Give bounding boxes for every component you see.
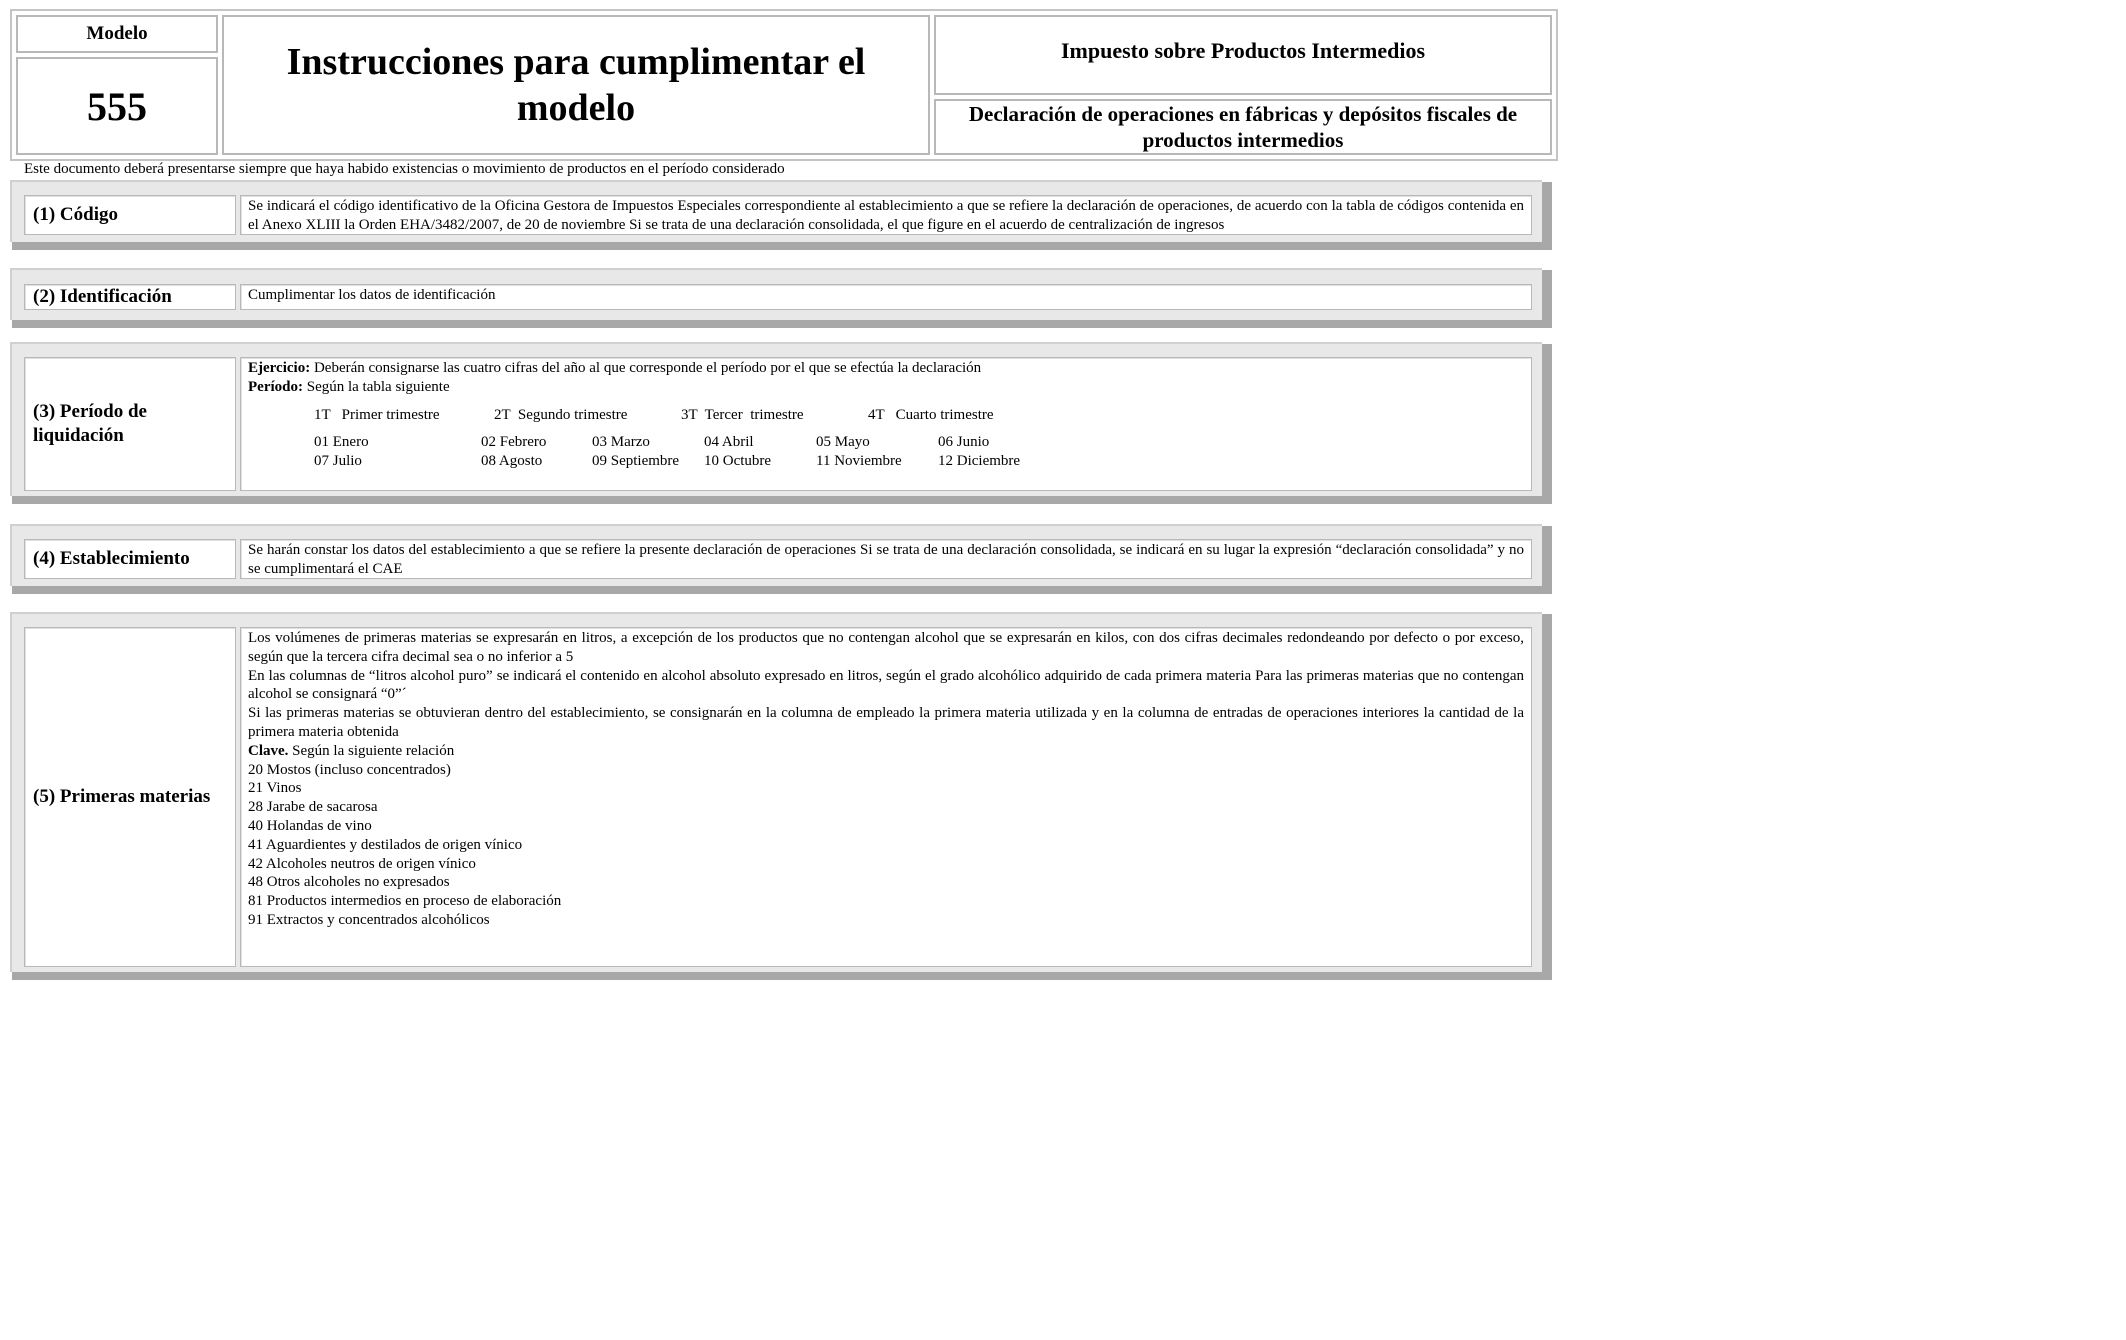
mes-item: 10 Octubre: [704, 453, 772, 470]
paragraph: Los volúmenes de primeras materias se expresarán en litros, a excepción de los productos que no contengan alcohol que se expresarán en kilos, con dos cifras decimales redondeando por defecto o por exceso, según que la tercera cifra decimal sea o no inferior a 5: [248, 630, 1524, 665]
declaration-title: Declaración de operaciones en fábricas y depósitos fiscales de productos intermedios: [934, 99, 1552, 155]
mes-item: 08 Agosto: [481, 453, 543, 470]
section-periodo: [10, 342, 1542, 496]
section-primeras-materias: [10, 612, 1542, 972]
clave-label: Clave.: [248, 742, 289, 759]
periodo-text: Según la tabla siguiente: [302, 378, 450, 395]
mes-item: 01 Enero: [314, 434, 369, 451]
presentation-note: Este documento deberá presentarse siempre que haya habido existencias o movimiento de productos en el período considerado: [24, 161, 785, 177]
section-label: (2) Identificación: [24, 284, 236, 310]
list-item: 48 Otros alcoholes no expresados: [248, 874, 450, 891]
trimestre-item: 3T Tercer trimestre: [681, 406, 804, 423]
ejercicio-label: Ejercicio:: [248, 360, 311, 376]
section-text: [240, 357, 1532, 491]
section-text: [240, 627, 1532, 967]
section-establecimiento: [10, 524, 1542, 586]
list-item: 81 Productos intermedios en proceso de elaboración: [248, 893, 562, 910]
section-label: (3) Período de liquidación: [24, 357, 236, 491]
list-item: 20 Mostos (incluso concentrados): [248, 761, 451, 778]
mes-item: 06 Junio: [938, 434, 990, 451]
trimestre-item: 4T Cuarto trimestre: [868, 406, 994, 423]
section-codigo: [10, 180, 1542, 242]
mes-item: 11 Noviembre: [816, 453, 902, 470]
page-title: Instrucciones para cumplimentar el modelo: [222, 15, 930, 155]
list-item: 28 Jarabe de sacarosa: [248, 799, 378, 816]
section-label: (5) Primeras materias: [24, 627, 236, 967]
periodo-label: Período:: [248, 378, 303, 395]
clave-text: Según la siguiente relación: [288, 742, 455, 759]
list-item: 42 Alcoholes neutros de origen vínico: [248, 855, 476, 872]
mes-item: 03 Marzo: [592, 434, 650, 451]
tax-name: Impuesto sobre Productos Intermedios: [934, 15, 1552, 95]
mes-item: 12 Diciembre: [938, 453, 1021, 470]
list-item: 21 Vinos: [248, 780, 302, 797]
list-item: 40 Holandas de vino: [248, 817, 372, 834]
paragraph: Si las primeras materias se obtuvieran dentro del establecimiento, se consignarán en la columna de empleado la primera materia utilizada y en la columna de entradas de operaciones interiores la cantidad de la primera materia obtenida: [248, 705, 1524, 740]
list-item: 91 Extractos y concentrados alcohólicos: [248, 911, 490, 928]
section-text: Se indicará el código identificativo de la Oficina Gestora de Impuestos Especiales correspondiente al establecimiento a que se refiere la declaración de operaciones, de acuerdo con la tabla de códigos contenida en el Anexo XLIII la Orden EHA/3482/2007, de 20 de noviembre Si se trata de una declaración consolidada, el que figure en el acuerdo de centralización de ingresos: [240, 195, 1532, 235]
mes-item: 02 Febrero: [481, 434, 547, 451]
ejercicio-text: Deberán consignarse las cuatro cifras del año al que corresponde el período por el que se efectúa la declaración: [310, 360, 982, 376]
mes-item: 07 Julio: [314, 453, 362, 470]
section-text: Cumplimentar los datos de identificación: [240, 284, 1532, 310]
section-text: Se harán constar los datos del establecimiento a que se refiere la presente declaración de operaciones Si se trata de una declaración consolidada, se indicará en su lugar la expresión “declaración consolidada” y no se cumplimentará el CAE: [240, 539, 1532, 579]
paragraph: En las columnas de “litros alcohol puro” se indicará el contenido en alcohol absoluto expresado en litros, según el grado alcohólico adquirido de cada primera materia Para las primeras materias que no contengan alcohol se consignará “0”´: [248, 667, 1524, 703]
modelo-number: 555: [16, 57, 218, 155]
section-label: (1) Código: [24, 195, 236, 235]
trimestre-item: 2T Segundo trimestre: [494, 406, 628, 423]
mes-item: 04 Abril: [704, 434, 754, 451]
section-identificacion: [10, 268, 1542, 320]
trimestre-item: 1T Primer trimestre: [314, 406, 440, 423]
list-item: 41 Aguardientes y destilados de origen vínico: [248, 836, 523, 853]
modelo-label: Modelo: [16, 15, 218, 53]
mes-item: 09 Septiembre: [592, 453, 680, 470]
section-label: (4) Establecimiento: [24, 539, 236, 579]
mes-item: 05 Mayo: [816, 434, 870, 451]
